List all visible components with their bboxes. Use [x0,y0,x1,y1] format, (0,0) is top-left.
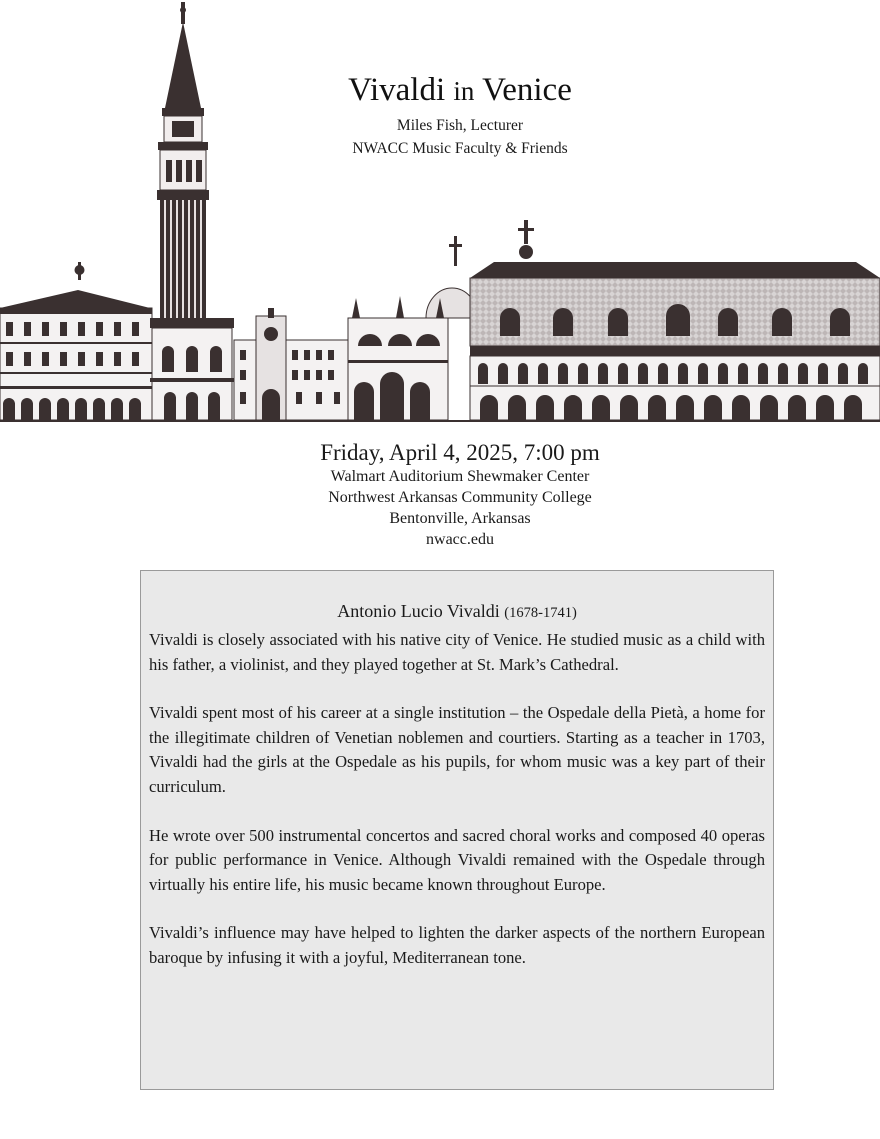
biography-paragraph: He wrote over 500 instrumental concertos and sacred choral works and composed 40 operas for public performance in Venice. Although Vivaldi remained with the Ospedale through virtually his entire life, his music became known throughout Europe. [149,825,765,894]
campanile-tower [150,2,234,420]
lecturer-line: Miles Fish, Lecturer [396,117,524,134]
biography-paragraph: Vivaldi is closely associated with his native city of Venice. He studied music as a child with his father, a violinist, and they played together at St. Mark’s Cathedral. [149,630,765,674]
doges-palace [470,220,880,420]
title-word-in: in [453,76,475,106]
event-institution: Northwest Arkansas Community College [328,489,592,506]
venice-skyline-illustration [0,0,880,425]
biography-panel [140,570,774,1090]
title-word-venice: Venice [482,72,572,108]
composer-years: (1678-1741) [504,605,577,621]
event-title [250,72,670,109]
clock-tower-buildings [234,308,348,420]
biography-paragraph: Vivaldi spent most of his career at a single institution – the Ospedale della Pietà, a home for the illegitimate children of Venetian noblemen and courtiers. Starting as a teacher in 1703, Vivaldi had the girls at the Ospedale as his pupils, for whom music was a key part of their curriculum. [149,703,765,796]
event-website-link[interactable]: nwacc.edu [426,531,494,548]
procuratie-building [0,262,152,420]
event-venue: Walmart Auditorium Shewmaker Center [330,468,590,485]
performers-line: NWACC Music Faculty & Friends [352,140,568,157]
composer-name: Antonio Lucio Vivaldi [337,601,500,621]
event-datetime: Friday, April 4, 2025, 7:00 pm [320,440,600,465]
basilica-san-marco [348,236,478,420]
event-location: Bentonville, Arkansas [389,510,531,527]
title-word-vivaldi: Vivaldi [348,72,446,108]
biography-paragraph: Vivaldi’s influence may have helped to lighten the darker aspects of the northern European baroque by infusing it with a joyful, Mediterranean tone. [149,923,765,967]
biography-heading [149,601,765,622]
